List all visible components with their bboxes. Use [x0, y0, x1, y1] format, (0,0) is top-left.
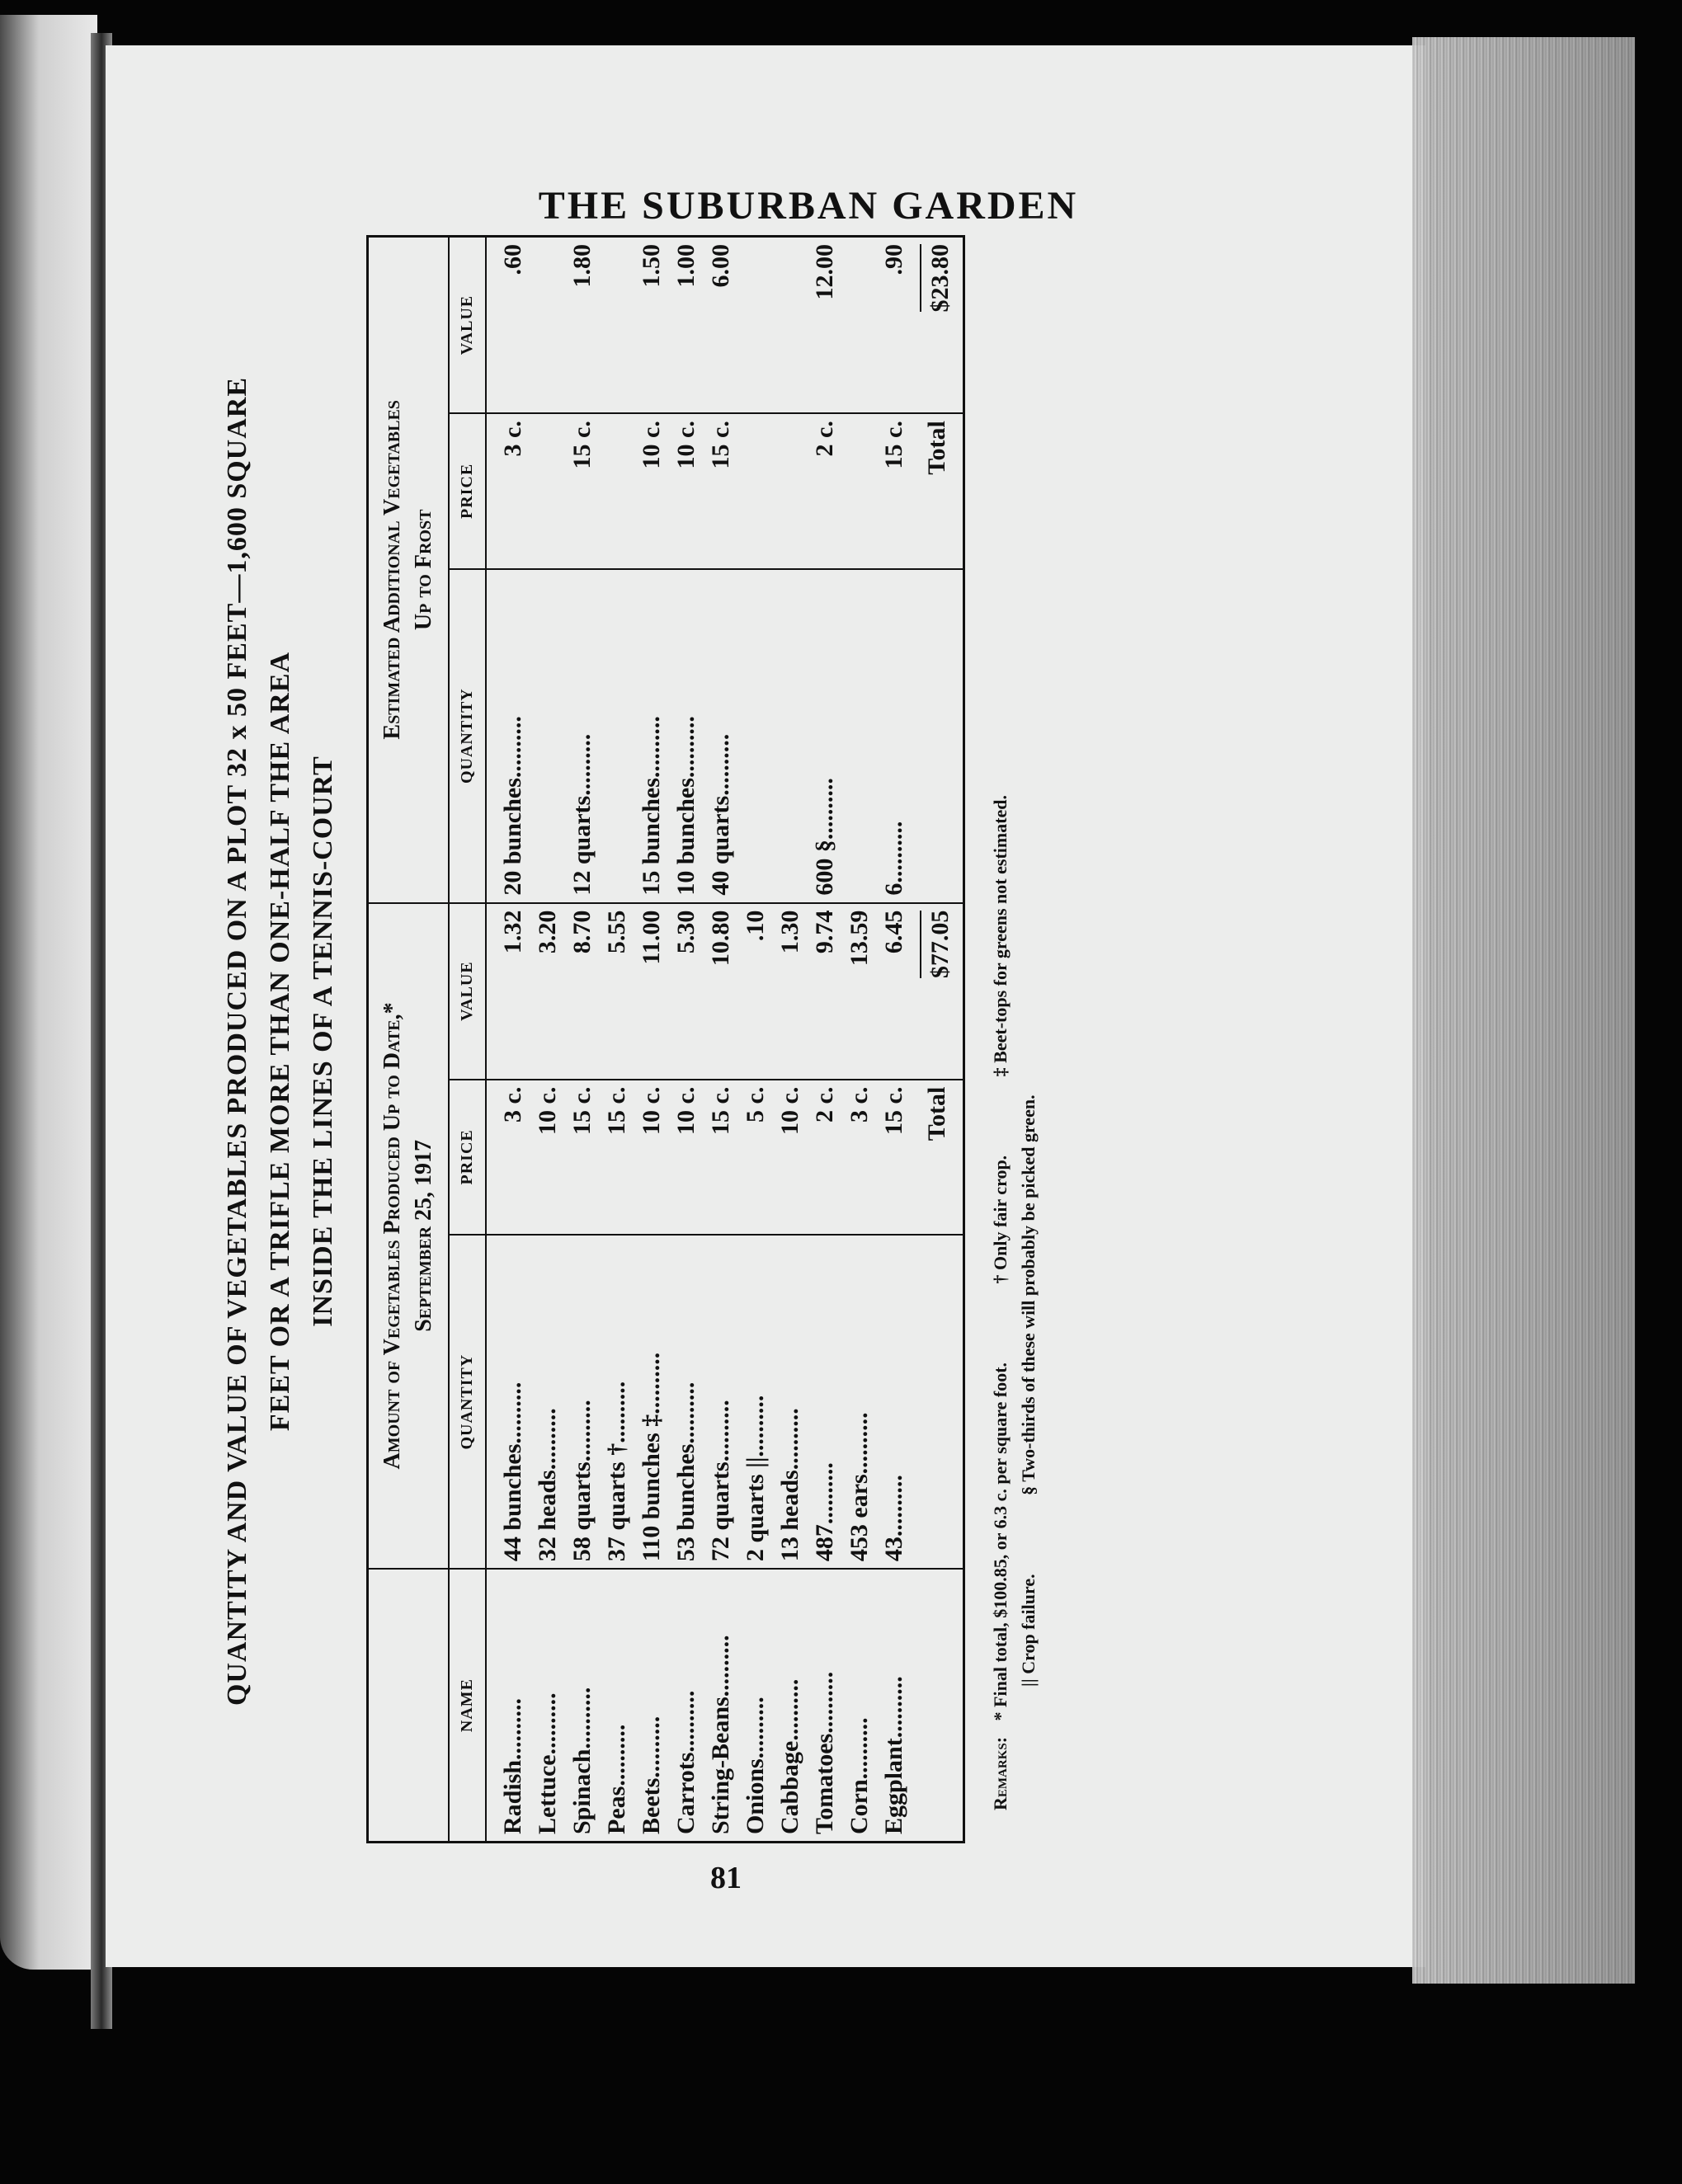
cell-name: Eggplant.......... [880, 1676, 907, 1834]
cell-name: Lettuce.......... [534, 1692, 561, 1834]
cell-price: 10 c. [634, 1080, 669, 1235]
cell-est-value [842, 237, 877, 414]
cell-value: 5.30 [669, 903, 704, 1080]
cell-est-value: .60 [486, 237, 530, 414]
cell-qty: 44 bunches.......... [486, 1235, 530, 1569]
cell-name: Corn.......... [846, 1717, 873, 1834]
empty-cell [912, 1235, 964, 1569]
cell-name: Tomatoes.......... [811, 1671, 838, 1834]
produced-header-line-2: September 25, 1917 [411, 1139, 436, 1332]
table-row [877, 237, 912, 1843]
cell-name: Peas.......... [603, 1724, 630, 1834]
cell-qty: 58 quarts.......... [565, 1235, 600, 1569]
cell-name: String-Beans.......... [707, 1635, 734, 1834]
cell-price: 10 c. [530, 1080, 565, 1235]
table-row [773, 237, 808, 1843]
cell-qty: 453 ears.......... [842, 1235, 877, 1569]
footnote-dagger: † Only fair crop. [990, 1155, 1011, 1284]
cell-value: .10 [738, 903, 773, 1080]
cell-price: 15 c. [704, 1080, 738, 1235]
cell-est-price [738, 413, 773, 568]
table-row [669, 237, 704, 1843]
cell-est-qty [842, 569, 877, 903]
cell-value: 6.45 [877, 903, 912, 1080]
cell-name: Cabbage.......... [776, 1678, 803, 1834]
cell-name: Onions.......... [742, 1697, 769, 1834]
total-estimated-text: $23.80 [920, 244, 954, 313]
cell-est-value: 1.50 [634, 237, 669, 414]
cell-qty: 2 quarts ||.......... [738, 1235, 773, 1569]
cell-est-price: 10 c. [669, 413, 704, 568]
group-header-estimated [368, 237, 450, 903]
cell-est-value [600, 237, 634, 414]
footnote-parallel: || Crop failure. [1018, 1574, 1039, 1687]
total-label-estimated [912, 413, 964, 568]
cell-est-price [842, 413, 877, 568]
cell-name: Carrots.......... [672, 1690, 700, 1834]
table-row [738, 237, 773, 1843]
estimated-header-line-1: Estimated Additional Vegetables [379, 400, 405, 740]
remarks-line-2 [1015, 223, 1043, 1687]
cell-est-value: 1.80 [565, 237, 600, 414]
cell-est-price: 15 c. [877, 413, 912, 568]
cell-qty: 13 heads.......... [773, 1235, 808, 1569]
total-produced [912, 903, 964, 1080]
cell-est-qty: 15 bunches.......... [634, 569, 669, 903]
cell-est-price [600, 413, 634, 568]
cell-est-value: 6.00 [704, 237, 738, 414]
vegetable-table [366, 235, 965, 1843]
page-number: 81 [710, 1861, 742, 1895]
col-header-price: PRICE [449, 1080, 486, 1235]
table-row [486, 237, 530, 1843]
cell-name: Spinach.......... [568, 1687, 596, 1834]
col-header-est-value: VALUE [449, 237, 486, 414]
cell-est-price: 15 c. [704, 413, 738, 568]
cell-qty: 37 quarts †.......... [600, 1235, 634, 1569]
cell-est-price: 3 c. [486, 413, 530, 568]
cell-price: 3 c. [842, 1080, 877, 1235]
cell-est-price [530, 413, 565, 568]
caption-line-2: FEET OR A TRIFLE MORE THAN ONE-HALF THE AREA [265, 651, 295, 1432]
cell-name: Beets.......... [638, 1716, 665, 1834]
cell-est-value [773, 237, 808, 414]
cell-value: 8.70 [565, 903, 600, 1080]
table-row [600, 237, 634, 1843]
table-body [486, 237, 964, 1843]
total-label-produced [912, 1080, 964, 1235]
empty-cell [912, 1569, 964, 1842]
cell-est-price: 10 c. [634, 413, 669, 568]
estimated-header-line-2: Up to Frost [411, 509, 436, 631]
cell-est-qty: 40 quarts.......... [704, 569, 738, 903]
page-edges-shade [1412, 37, 1635, 1984]
cell-price: 15 c. [877, 1080, 912, 1235]
col-header-value: VALUE [449, 903, 486, 1080]
cell-price: 10 c. [773, 1080, 808, 1235]
cell-value: 5.55 [600, 903, 634, 1080]
remarks-label: Remarks: [990, 1736, 1011, 1810]
footnote-double-dagger: ‡ Beet-tops for greens not estimated. [990, 794, 1011, 1077]
table-row [634, 237, 669, 1843]
cell-est-qty [600, 569, 634, 903]
cell-est-price: 15 c. [565, 413, 600, 568]
cell-value: 1.32 [486, 903, 530, 1080]
cell-value: 10.80 [704, 903, 738, 1080]
cell-est-value: 1.00 [669, 237, 704, 414]
cell-value: 13.59 [842, 903, 877, 1080]
cell-qty: 72 quarts.......... [704, 1235, 738, 1569]
cell-qty: 110 bunches ‡.......... [634, 1235, 669, 1569]
cell-est-qty: 20 bunches.......... [486, 569, 530, 903]
empty-cell [912, 569, 964, 903]
table-row [704, 237, 738, 1843]
table-row [565, 237, 600, 1843]
cell-name: Radish.......... [499, 1697, 526, 1834]
cell-price: 15 c. [565, 1080, 600, 1235]
cell-est-qty: 6.......... [877, 569, 912, 903]
cell-est-value [530, 237, 565, 414]
caption-line-1: QUANTITY AND VALUE OF VEGETABLES PRODUCED ON A PLOT 32 x 50 FEET—1,600 SQUARE [222, 376, 252, 1706]
footnote-section: § Two-thirds of these will probably be picked green. [1018, 1094, 1039, 1495]
remarks [987, 223, 1043, 1810]
cell-est-qty [530, 569, 565, 903]
cell-price: 10 c. [669, 1080, 704, 1235]
cell-price: 15 c. [600, 1080, 634, 1235]
total-estimated [912, 237, 964, 414]
cell-qty: 53 bunches.......... [669, 1235, 704, 1569]
cell-qty: 43.......... [877, 1235, 912, 1569]
col-header-name: NAME [449, 1569, 486, 1842]
left-page-edge [0, 15, 97, 1970]
cell-value: 9.74 [808, 903, 842, 1080]
remarks-line-1 [987, 223, 1015, 1810]
cell-qty: 32 heads.......... [530, 1235, 565, 1569]
cell-qty: 487.......... [808, 1235, 842, 1569]
total-label-produced-text: Total [923, 1086, 950, 1141]
cell-price: 3 c. [486, 1080, 530, 1235]
cell-est-qty [773, 569, 808, 903]
rotated-table-block [216, 223, 1173, 1860]
footnote-asterisk: * Final total, $100.85, or 6.3 c. per square foot. [990, 1362, 1011, 1721]
cell-est-qty [738, 569, 773, 903]
cell-est-qty: 12 quarts.......... [565, 569, 600, 903]
cell-est-price [773, 413, 808, 568]
cell-value: 11.00 [634, 903, 669, 1080]
col-header-est-price: PRICE [449, 413, 486, 568]
cell-est-qty: 10 bunches.......... [669, 569, 704, 903]
cell-est-value: 12.00 [808, 237, 842, 414]
cell-est-price: 2 c. [808, 413, 842, 568]
total-produced-text: $77.05 [920, 911, 954, 979]
cell-est-value [738, 237, 773, 414]
table-row [530, 237, 565, 1843]
produced-header-line-1: Amount of Vegetables Produced Up to Date,* [379, 1002, 405, 1470]
caption-line-3: INSIDE THE LINES OF A TENNIS-COURT [308, 755, 338, 1327]
cell-est-value: .90 [877, 237, 912, 414]
total-row [912, 237, 964, 1843]
col-header-est-quantity: QUANTITY [449, 569, 486, 903]
group-header-produced [368, 903, 450, 1569]
col-header-quantity: QUANTITY [449, 1235, 486, 1569]
cell-price: 2 c. [808, 1080, 842, 1235]
cell-value: 1.30 [773, 903, 808, 1080]
table-caption [216, 223, 345, 1860]
table-row [808, 237, 842, 1843]
total-label-estimated-text: Total [923, 421, 950, 475]
cell-est-qty: 600 §.......... [808, 569, 842, 903]
running-head: THE SUBURBAN GARDEN [538, 184, 1079, 228]
blank-group-header [368, 1569, 450, 1842]
cell-value: 3.20 [530, 903, 565, 1080]
table-row [842, 237, 877, 1843]
cell-price: 5 c. [738, 1080, 773, 1235]
